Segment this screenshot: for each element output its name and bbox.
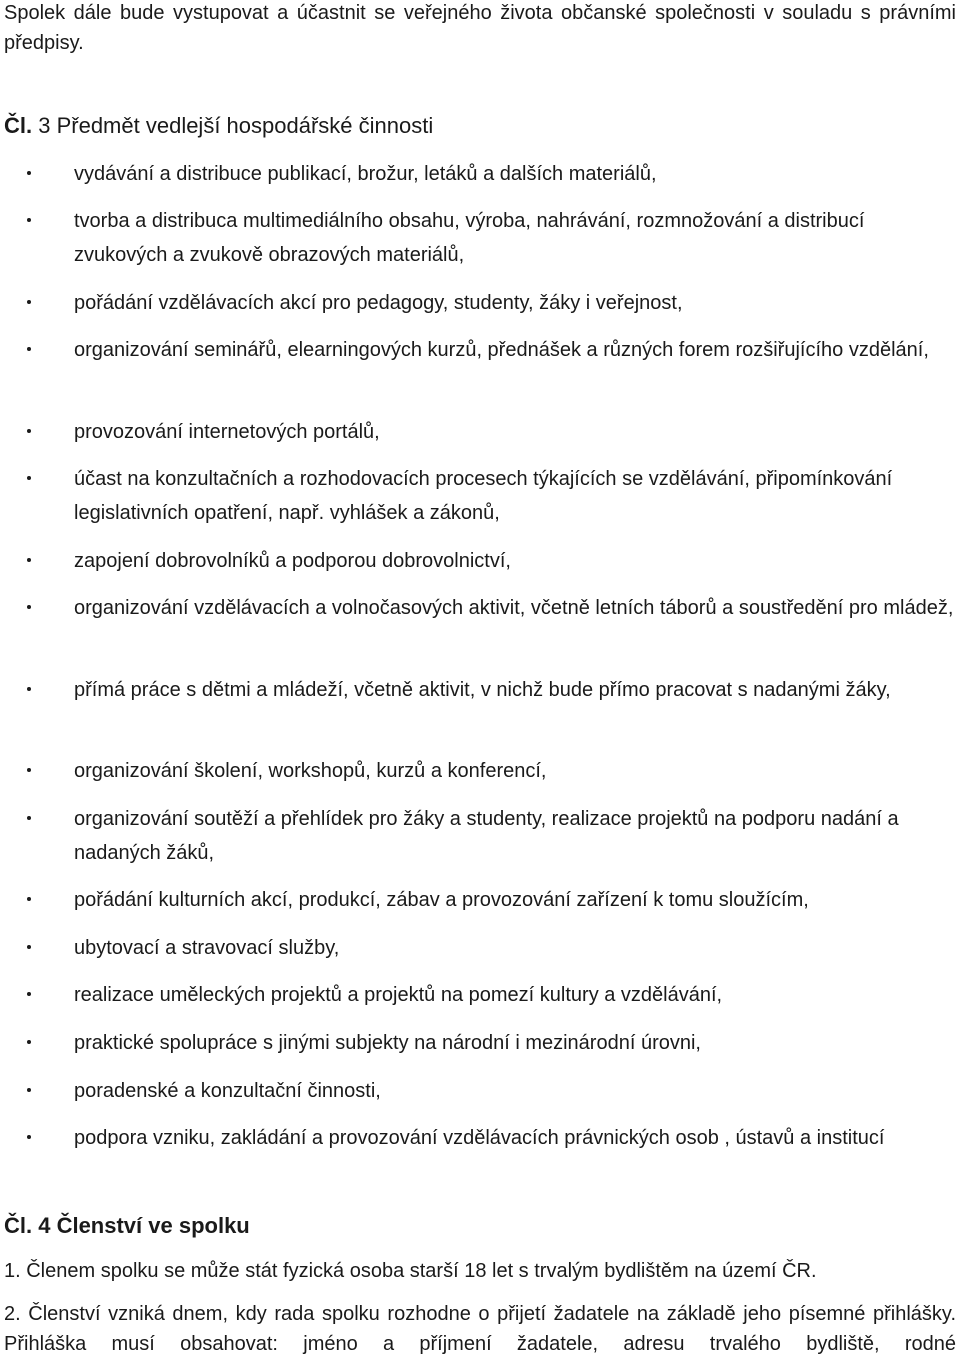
bullet-icon [27, 768, 31, 772]
article-3-title: 3 Předmět vedlejší hospodářské činnosti [32, 113, 434, 138]
article-4-paragraph-2: 2. Členství vzniká dnem, kdy rada spolku rozhodne o přijetí žadatele na základě jeho písemné přihlášky. Přihláška musí obsahovat: jméno a příjmení žadatele, adresu trvalého bydliště, rodné [4, 1303, 956, 1355]
bullet-icon [27, 897, 31, 901]
bullet-icon [27, 429, 31, 433]
article-3-prefix: Čl. [4, 113, 33, 138]
bullet-icon [27, 605, 31, 609]
bullet-icon [27, 347, 31, 351]
article-4-paragraph-1: 1. Členem spolku se může stát fyzická osoba starší 18 let s trvalým bydlištěm na území ČR. [4, 1260, 817, 1282]
article-4-heading: Čl. 4 Členství ve spolku [4, 1213, 250, 1238]
document-page: Spolek dále bude vystupovat a účastnit se veřejného života občanské společnosti v souladu s právními předpisy. Čl. 3 Předmět vedlejší hospodářské činnosti vydávání a distribuce publikací, brožur, letáků a dalších materiálů, tvorba a distribuca multimediálního obsahu, výroba, nahrávání, rozmnožování a distribucí zvukových a zvukově obrazových materiálů, pořádání vzdělávacích akcí pro pedagogy, studenty, žáky i veřejnost, organizování seminářů, elearningových kurzů, přednášek a různých forem rozšiřujícího vzdělání, provozování internetových portálů, účast na konzultačních a rozhodovacích procesech týkajících se vzdělávání, připomínkování legislativních opatření, např. vyhlášek a zákonů, zapojení dobrovolníků a podporou dobrovolnictví, organizování vzdělávacích a volnočasových aktivit, včetně letních táborů a soustředění pro mládež, přímá práce s dětmi a mládeží, včetně aktivit, v nichž bude přímo pracovat s nadanými žáky, organizování školení, workshopů, kurzů a konferencí, organizování soutěží a přehlídek pro žáky a studenty, realizace projektů na podporu nadání a nadaných žáků, pořádání kulturních akcí, produkcí, zábav a provozování zařízení k tomu sloužícím, ubytovací a stravovací služby, realizace uměleckých projektů a projektů na pomezí kultury a vzdělávání, praktické spolupráce s jinými subjekty na národní i mezinárodní úrovni, poradenské a konzultační činnosti, podpora vzniku, zakládání a provozování vzdělávacích právnických osob , ústavů a institucí Čl. 4 Členství ve spolku 1. Členem spolku se může stát fyzická osoba starší 18 let s trvalým bydlištěm na území ČR. 2. Členství vzniká dnem, kdy rada spolku rozhodne o přijetí žadatele na základě jeho písemné přihlášky. Přihláška musí obsahovat: jméno a příjmení žadatele, adresu trvalého bydliště, rodné [0, 0, 960, 1356]
bullet-icon [27, 1088, 31, 1092]
bullet-icon [27, 300, 31, 304]
bullet-icon [27, 218, 31, 222]
intro-paragraph: Spolek dále bude vystupovat a účastnit se veřejného života občanské společnosti v souladu s právními předpisy. [4, 2, 956, 54]
bullet-icon [27, 171, 31, 175]
bullet-icon [27, 816, 31, 820]
bullet-icon [27, 992, 31, 996]
bullet-icon [27, 1135, 31, 1139]
article-3-heading [4, 112, 433, 140]
bullet-icon [27, 1040, 31, 1044]
bullet-icon [27, 945, 31, 949]
bullet-icon [27, 687, 31, 691]
bullet-icon [27, 476, 31, 480]
bullet-icon [27, 558, 31, 562]
